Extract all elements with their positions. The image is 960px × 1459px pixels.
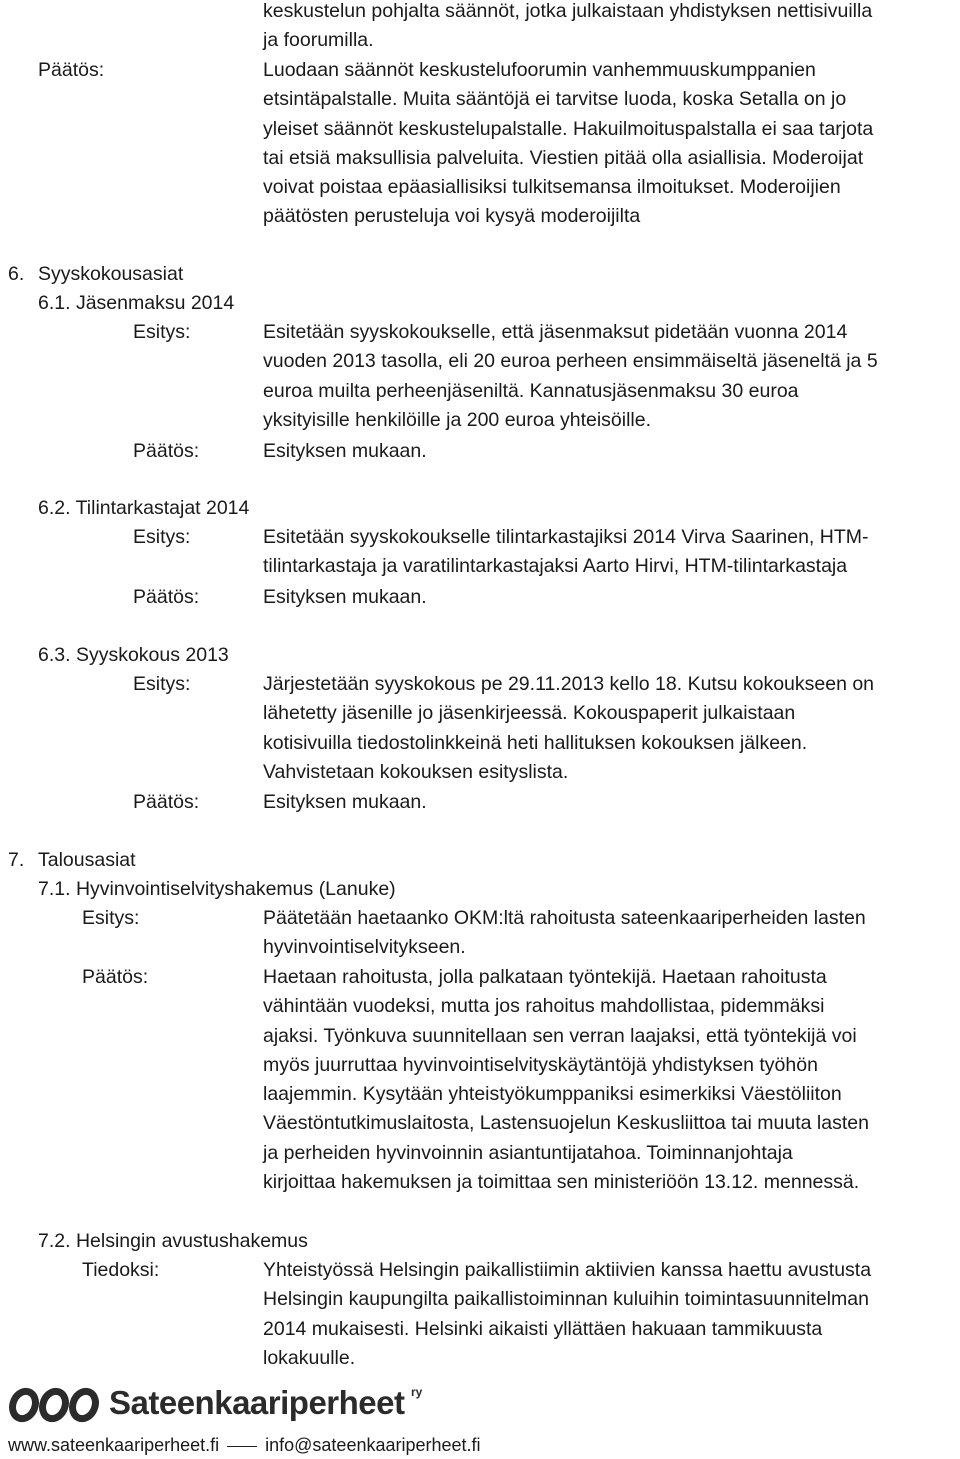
text-line: yksityisille henkilöille ja 200 euroa yhteisöille. (263, 408, 652, 431)
text-line: kirjoittaa hakemuksen ja toimittaa sen ministeriöön 13.12. mennessä. (263, 1171, 860, 1194)
text-line: Väestöntutkimuslaitosta, Lastensuojelun Keskusliittoa tai muuta lasten (263, 1112, 869, 1135)
text-line: yleiset säännöt keskustelupalstalle. Hakuilmoituspalstalla ei saa tarjota (263, 117, 874, 140)
info-text (263, 1256, 960, 1373)
text-line: etsintäpalstalle. Muita sääntöjä ei tarvitse luoda, koska Setalla on jo (263, 88, 847, 111)
text-line: keskustelun pohjalta säännöt, jotka julkaistaan yhdistyksen nettisivuilla (263, 0, 873, 22)
text-line: laajemmin. Kysytään yhteistyökumppaniksi esimerkiksi Väestöliiton (263, 1083, 842, 1106)
decision-text: Esityksen mukaan. (263, 440, 427, 462)
info-label: Tiedoksi: (82, 1259, 160, 1281)
decision-label: Päätös: (133, 791, 200, 813)
subsection-heading: 7.2. Helsingin avustushakemus (38, 1230, 308, 1252)
text-line: ja perheiden hyvinvoinnin asiantuntijatahoa. Toiminnanjohtaja (263, 1141, 793, 1164)
decision-label: Päätös: (82, 966, 149, 988)
text-line: Päätetään haetaanko OKM:ltä rahoitusta sateenkaariperheiden lasten (263, 907, 866, 929)
text-line: ja foorumilla. (263, 29, 374, 52)
proposal-text (263, 670, 960, 787)
text-line: tai etsiä maksullisia palveluita. Viestien pitää olla asiallisia. Moderoijat (263, 146, 864, 169)
decision-text: Esityksen mukaan. (263, 791, 427, 813)
text-line: Helsingin kaupungilta paikallistoiminnan kuluihin toimintasuunnitelman (263, 1288, 869, 1311)
section-number: 7. (8, 849, 25, 871)
decision-text: Esityksen mukaan. (263, 586, 427, 608)
decision-label: Päätös: (133, 440, 200, 462)
proposal-label: Esitys: (82, 907, 140, 929)
proposal-text (263, 904, 960, 963)
text-line: hyvinvointiselvitykseen. (263, 936, 466, 959)
proposal-label: Esitys: (133, 673, 191, 695)
decision-text (263, 963, 960, 1197)
website-link[interactable]: www.sateenkaariperheet.fi (8, 1435, 220, 1455)
subsection-heading: 6.2. Tilintarkastajat 2014 (38, 497, 250, 519)
text-line: Vahvistetaan kokouksen esityslista. (263, 760, 569, 783)
brand-suffix: ry (411, 1385, 423, 1399)
text-line: Esitetään syyskokoukselle, että jäsenmaksut pidetään vuonna 2014 (263, 321, 848, 343)
decision-label: Päätös: (38, 59, 105, 81)
footer-contact (8, 1431, 481, 1459)
proposal-text (263, 318, 960, 435)
proposal-text (263, 523, 960, 582)
footer-logo (8, 1381, 428, 1429)
text-line: kotisivuilla tiedostolinkkeinä heti hallituksen kokouksen jälkeen. (263, 731, 808, 754)
text-line: lokakuulle. (263, 1346, 356, 1369)
proposal-label: Esitys: (133, 526, 191, 548)
text-line: Esitetään syyskokoukselle tilintarkastajiksi 2014 Virva Saarinen, HTM- (263, 526, 869, 548)
rings-logo-icon (8, 1381, 104, 1425)
brand-name: Sateenkaariperheet (109, 1384, 405, 1421)
text-line: myös juurruttaa hyvinvointiselvityskäytäntöjä yhdistyksen työhön (263, 1053, 818, 1076)
text-line: voivat poistaa epäasiallisiksi tulkitsemansa ilmoitukset. Moderoijien (263, 176, 841, 199)
section-heading (8, 260, 183, 289)
subsection-heading: 7.1. Hyvinvointiselvityshakemus (Lanuke) (38, 878, 396, 900)
subsection-heading: 6.3. Syyskokous 2013 (38, 644, 229, 666)
intro-decision-text (263, 56, 960, 232)
section-heading (8, 846, 136, 875)
text-line: euroa muilta perheenjäseniltä. Kannatusjäsenmaksu 30 euroa (263, 379, 799, 402)
text-line: Luodaan säännöt keskustelufoorumin vanhemmuuskumppanien (263, 59, 816, 81)
text-line: vähintään vuodeksi, mutta jos rahoitus mahdollistaa, pidemmäksi (263, 995, 825, 1018)
section-title: Talousasiat (38, 849, 136, 871)
separator-dash (227, 1446, 257, 1447)
section-number: 6. (8, 263, 25, 285)
text-line: 2014 mukaisesti. Helsinki aikaisti yllättäen hakuaan tammikuusta (263, 1317, 823, 1340)
email-link[interactable]: info@sateenkaariperheet.fi (265, 1435, 481, 1455)
intro-text (263, 0, 960, 56)
text-line: vuoden 2013 tasolla, eli 20 euroa perheen ensimmäiseltä jäseneltä ja 5 (263, 350, 878, 373)
subsection-heading: 6.1. Jäsenmaksu 2014 (38, 292, 235, 314)
text-line: lähetetty jäsenille jo jäsenkirjeessä. Kokouspaperit julkaistaan (263, 702, 796, 725)
text-line: tilintarkastaja ja varatilintarkastajaksi Aarto Hirvi, HTM-tilintarkastaja (263, 555, 848, 578)
text-line: Haetaan rahoitusta, jolla palkataan työntekijä. Haetaan rahoitusta (263, 966, 827, 988)
text-line: Yhteistyössä Helsingin paikallistiimin aktiivien kanssa haettu avustusta (263, 1259, 872, 1281)
proposal-label: Esitys: (133, 321, 191, 343)
decision-label: Päätös: (133, 586, 200, 608)
text-line: ajaksi. Työnkuva suunnitellaan sen verran laajaksi, että työntekijä voi (263, 1024, 857, 1047)
text-line: päätösten perusteluja voi kysyä moderoijilta (263, 205, 641, 228)
text-line: Järjestetään syyskokous pe 29.11.2013 kello 18. Kutsu kokoukseen on (263, 673, 875, 695)
section-title: Syyskokousasiat (38, 263, 184, 285)
